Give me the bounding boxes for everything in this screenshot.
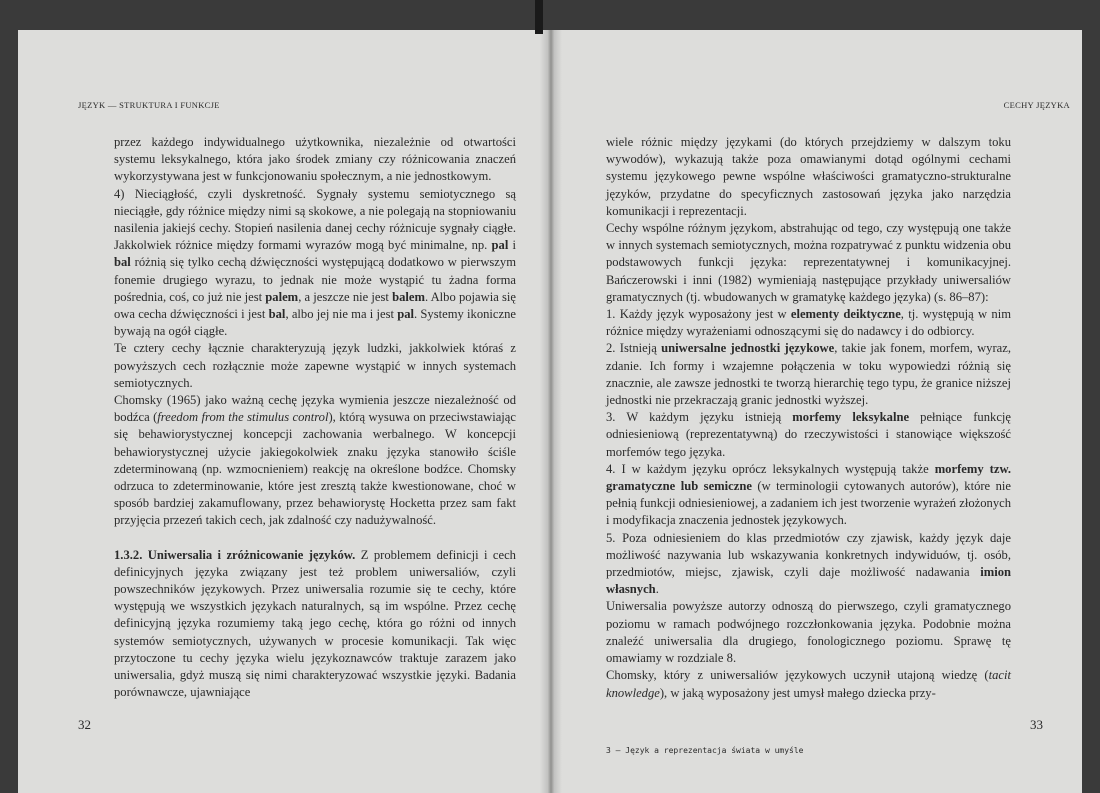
- list-item: [606, 306, 1011, 340]
- text-run: Chomsky (1965) jako ważną cechę języka wymienia jeszcze niezależność od bodźca (: [114, 393, 516, 425]
- term-bold: pal: [397, 307, 415, 322]
- text-run: 2. Istnieją: [606, 341, 662, 356]
- term-bold: morfemy tzw. gramatyczne lub semiczne: [606, 461, 1011, 494]
- text-run: 4) Nieciągłość, czyli dyskretność. Sygnały systemu semiotycznego są nieciągłe, gdy różnice między nimi są skokowe, a nie polegają na stopniowaniu nasilenia jakiejś cechy. Stopień nasilenia danej cechy różnicuje sygnały ciągłe. Jakkolwiek różnice między formami wyrazów mogą być minimalne, np.: [114, 186, 516, 253]
- page-number-right: 33: [1030, 717, 1043, 732]
- text-run: , albo jej nie ma i jest: [285, 307, 398, 322]
- text-run: 1. Każdy język wyposażony jest w: [606, 307, 791, 322]
- text-run: różnią się tylko cechą dźwięczności występującą dodatkowo w pierwszym fonemie drugiego wyrazu, to jednak nie może wystąpić tu żadna forma pośrednia, coś, co już nie jest: [114, 255, 516, 304]
- term-italic: tacit knowledge: [606, 668, 1011, 700]
- signature-footer: 3 — Język a reprezentacja świata w umyśle: [606, 746, 804, 755]
- term-bold: palem: [265, 289, 299, 304]
- text-run: , tj. występują w nim różnice między wyrażeniami odnoszącymi się do nadawcy i do odbiorcy.: [606, 307, 1011, 339]
- paragraph: wiele różnic między językami (do których przejdziemy w dalszym toku wywodów), wykazują także poza omawianymi dotąd ogólnymi cechami systemu językowego pewne wspólne właściwości gramatyczno-strukturalne języków, przydatne do specyficznych zastosowań języka jako narzędzia komunikacji i reprezentacji.: [606, 135, 1011, 218]
- term-bold: bal: [268, 307, 286, 322]
- section-paragraph: [114, 547, 516, 702]
- bookmark-ribbon: [535, 0, 543, 34]
- page-number-left: 32: [78, 717, 91, 732]
- text-run: .: [655, 582, 659, 597]
- term-bold: elementy deiktyczne: [790, 307, 901, 322]
- text-run: pełniące funkcję odniesieniową (reprezentatywną) do rzeczywistości i stanowiące większość morfemów tego języka.: [606, 410, 1011, 459]
- running-header-right: CECHY JĘZYKA: [1003, 100, 1070, 110]
- paragraph: Uniwersalia powyższe autorzy odnoszą do pierwszego, czyli gramatycznego poziomu w ramach podwójnego rozczłonkowania języka. Podobnie można znaleźć uniwersalia dla drugiego, fonologicznego poziomu. Sprawę tę omawiamy w rozdziale 8.: [606, 599, 1011, 666]
- paragraph-chomsky: [114, 392, 516, 530]
- text-run: Chomsky, który z uniwersaliów językowych uczynił utajoną wiedzę (: [606, 668, 989, 683]
- list-item: [606, 461, 1011, 530]
- list-item: [606, 530, 1011, 599]
- paragraph: Te cztery cechy łącznie charakteryzują język ludzki, jakkolwiek któraś z powyższych cech rozłącznie może zapewne wystąpić w innych systemach semiotycznych.: [114, 341, 516, 390]
- section-spacer: [114, 530, 516, 547]
- text-run: Z problemem definicji i cech definicyjnych języka związany jest też problem uniwersaliów, czyli powszechników językowych. Przez uniwersalia rozumie się te cechy, które występują we wszystkich językach naturalnych, są im wspólne. Przez cechę definicyjną języka rozumiemy taką jego cechę, która go różni od innych systemów semiotycznych, używanych w procesie komunikacji. Tak więc przytoczone tu cechy języka wielu językoznawców traktuje zarazem jako uniwersalia, gdyż muszą się nimi charakteryzować wszystkie języki. Badania porównawcze, ujawniające: [114, 547, 516, 700]
- term-bold: morfemy leksykalne: [792, 410, 910, 425]
- left-body-text: [114, 134, 516, 702]
- text-run: . Systemy ikoniczne bywają na ogół ciągłe.: [114, 307, 516, 339]
- right-page: [552, 30, 1082, 793]
- term-bold: bal: [114, 255, 131, 270]
- book-spread: [18, 30, 1082, 793]
- running-header-left: JĘZYK — STRUKTURA I FUNKCJE: [78, 100, 220, 110]
- text-run: (w terminologii cytowanych autorów), które nie pełnią funkcji odniesieniowej, a zadaniem ich jest tworzenie wyrażeń złożonych i modyfikacja znaczenia jednostek językowych.: [606, 479, 1011, 528]
- paragraph: Cechy wspólne różnym językom, abstrahując od tego, czy występują one także w innych systemach semiotycznych, można rozpatrywać z punktu widzenia obu podstawowych funkcji języka: reprezentatywnej i komunikacyjnej. Bańczerowski i inni (1982) wymieniają następujące przykłady uniwersaliów gramatycznych (tj. wbudowanych w gramatykę każdego języka) (s. 86–87):: [606, 221, 1011, 304]
- paragraph-discreteness: [114, 186, 516, 341]
- text-run: , a jeszcze nie jest: [298, 289, 393, 304]
- term-bold: uniwersalne jednostki językowe: [661, 341, 835, 356]
- text-run: . Albo pojawia się owa cecha dźwięczności i jest: [114, 289, 516, 322]
- text-run: ), którą wysuwa on przeciwstawiając się behawiorystycznej koncepcji zachowania werbalnego. W koncepcji behawiorystycznej użycie jakiegokolwiek znaku języka stanowiło ściśle zdeterminowaną (np. wzmocnieniem) reakcję na określone bodźce. Chomsky odrzuca to zdeterminowanie, które jest zresztą także kwestionowane, choć w sposób bardziej zakamuflowany, przez behawiorystę Hocketta przez sam fakt przyjęcia przezeń takich cech, jak zdalność czy nadużywalność.: [114, 410, 516, 528]
- left-page: [18, 30, 552, 793]
- paragraph: [606, 667, 1011, 701]
- text-run: , takie jak fonem, morfem, wyraz, zdanie. Ich formy i wzajemne połączenia w toku wypowiedzi różnią się znacznie, ale zawsze jednostki te tworzą hierarchię tego typu, że granice niższej jednostki nie przekraczają granic jednostki wyższej.: [606, 341, 1012, 408]
- term-bold: imion własnych: [606, 565, 1011, 597]
- text-run: 5. Poza odniesieniem do klas przedmiotów czy zjawisk, każdy język daje możliwość nazywania lub wskazywania konkretnych indywiduów, tj. osób, przedmiotów, miejsc, zjawisk, czyli daje możliwość nadawania: [606, 530, 1011, 580]
- term-italic: freedom from the stimulus control: [157, 410, 329, 425]
- book-gutter: [540, 30, 562, 793]
- text-run: 4. I w każdym języku oprócz leksykalnych występują także: [606, 461, 935, 476]
- term-bold: balem: [392, 289, 425, 304]
- section-heading: 1.3.2. Uniwersalia i zróżnicowanie języków.: [114, 547, 356, 562]
- term-bold: pal: [491, 238, 509, 253]
- list-item: [606, 409, 1011, 461]
- text-run: ), w jaką wyposażony jest umysł małego dziecka przy-: [659, 685, 936, 700]
- paragraph: przez każdego indywidualnego użytkownika, niezależnie od otwartości systemu leksykalnego, która jako środek zmiany czy różnicowania znaczeń wykorzystywana jest w funkcjonowaniu społecznym, a nie jednostkowym.: [114, 135, 516, 184]
- right-body-text: [606, 134, 1011, 702]
- text-run: 3. W każdym języku istnieją: [606, 410, 793, 425]
- list-item: [606, 340, 1011, 409]
- text-run: i: [508, 238, 517, 253]
